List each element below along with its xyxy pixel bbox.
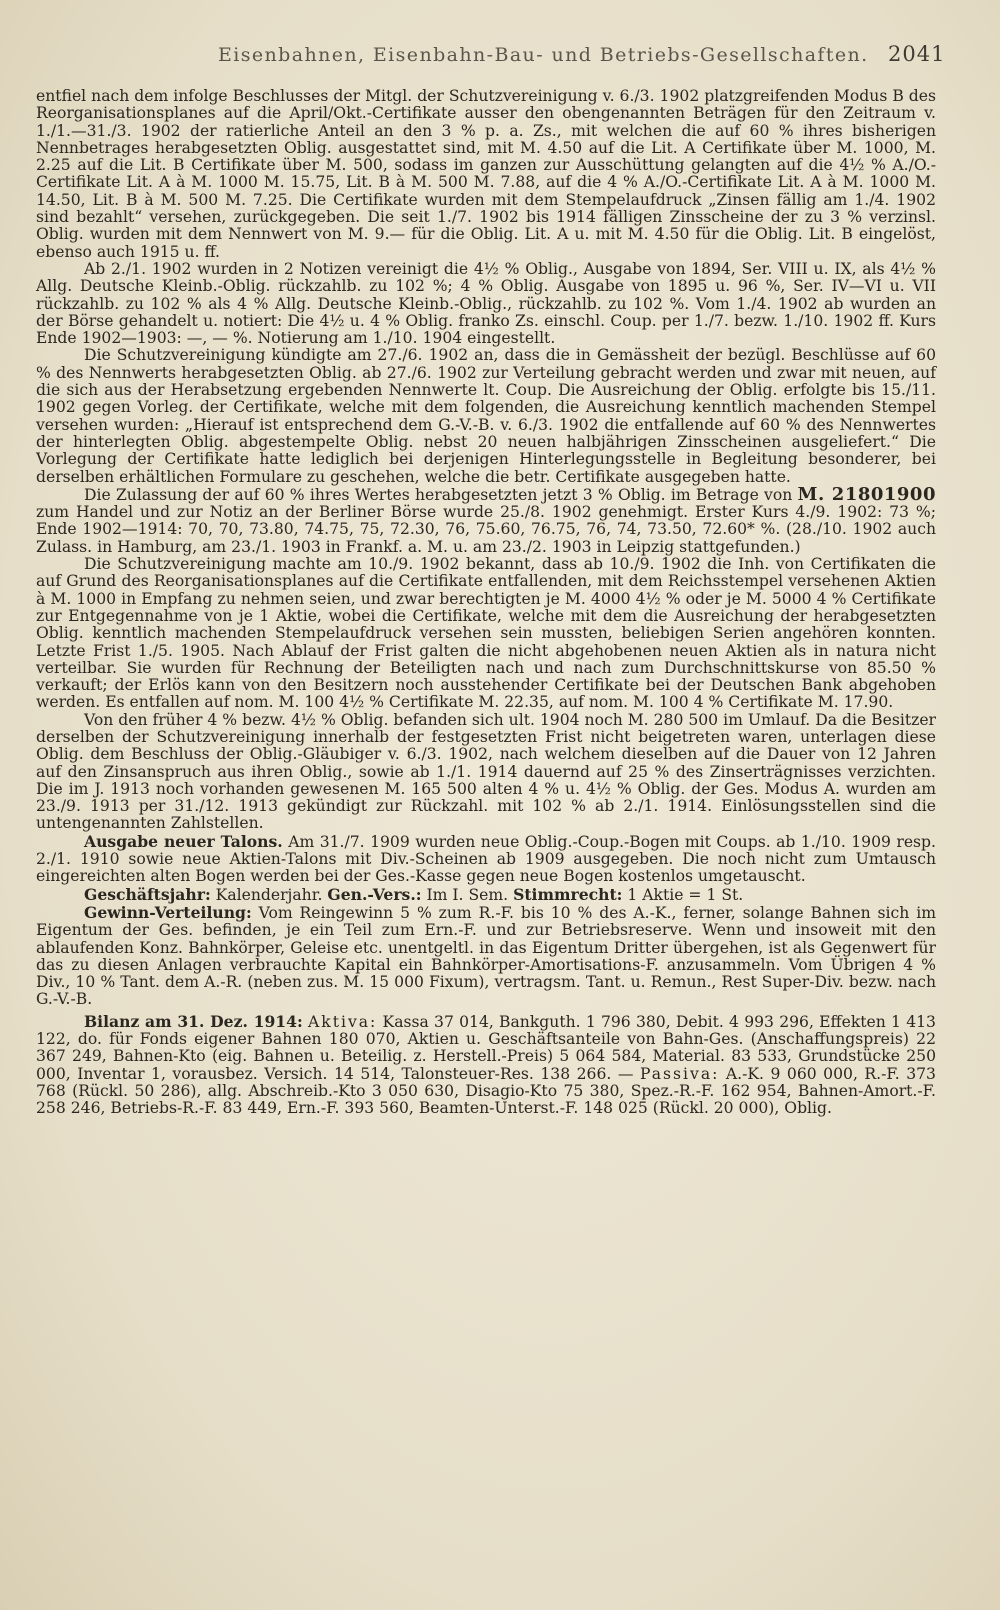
talons-label: Ausgabe neuer Talons. (84, 831, 283, 851)
zulassung-text: zum Handel und zur Notiz an der Berliner Börse wurde 25./8. 1902 genehmigt. Erster Kurs 4./9. 1902: 73 %; Ende 1902—1914: 70, 70, 73.80, 74.75, 75, 72.30, 76, 75.60, 76.75, 76, 74, 73.50, 72.60* %. (28./10. 1902 auch Zulass. in Hamburg, am 23./1. 1903 in Frankf. a. M. u. am 23./2. 1903 in Leipzig stattgefunden.) (36, 503, 936, 556)
running-head: Eisenbahnen, Eisenbahn-Bau- und Betriebs-Gesellschaften. (218, 44, 869, 66)
passiva-text: A.-K. 9 060 000, R.-F. 373 768 (Rückl. 50 286), allg. Abschreib.-Kto 3 050 630, Disagio-Kto 75 380, Spez.-R.-F. 162 954, Bahnen-Amort.-F. 258 246, Betriebs-R.-F. 83 449, Ern.-F. 393 560, Beamten-Unterst.-F. 148 025 (Rückl. 20 000), Oblig. (36, 1064, 936, 1118)
paragraph-notizen: Ab 2./1. 1902 wurden in 2 Notizen vereinigt die 4½ % Oblig., Ausgabe von 1894, Ser. VIII u. IX, als 4½ % Allg. Deutsche Kleinb.-Oblig. rückzahlb. zu 102 %; 4 % Oblig. Ausgabe von 1895 u. 96 %, Ser. IV—VI u. VII rückzahlb. zu 102 % als 4 % Allg. Deutsche Kleinb.-Oblig., rückzahlb. zu 102 %. Vom 1./4. 1902 ab wurden an der Börse gehandelt u. notiert: Die 4½ u. 4 % Oblig. franko Zs. einschl. Coup. per 1./7. bezw. 1./10. 1902 ff. Kurs Ende 1902—1903: —, — %. Notierung am 1./10. 1904 eingestellt. (36, 259, 936, 348)
amount-highlight: M. 21801900 (797, 483, 936, 505)
paragraph-bilanz (36, 1013, 936, 1118)
paragraph-certifikate: entfiel nach dem infolge Beschlusses der Mitgl. der Schutzvereinigung v. 6./3. 1902 platzgreifenden Modus B des Reorganisationsplanes auf die April/Okt.-Certifikate ausser den obengenannten Beträgen für den Zeitraum v. 1./1.—31./3. 1902 der ratierliche Anteil an den 3 % p. a. Zs., mit welchen die auf 60 % ihres bisherigen Nennbetrages herabgesetzten Oblig. ausgestattet sind, mit M. 4.50 auf die Lit. A Certifikate über M. 1000, M. 2.25 auf die Lit. B Certifikate über M. 500, sodass im ganzen zur Ausschüttung gelangten auf die 4½ % A./O.-Certifikate Lit. A à M. 1000 M. 15.75, Lit. B à M. 500 M. 7.88, auf die 4 % A./O.-Certifikate Lit. A à M. 1000 M. 14.50, Lit. B à M. 500 M. 7.25. Die Certifikate wurden mit dem Stempelaufdruck „Zinsen fällig am 1./4. 1902 sind bezahlt“ versehen, zurückgegeben. Die seit 1./7. 1902 bis 1914 fälligen Zinsscheine der zu 3 % verzinsl. Oblig. wurden mit dem Nennwert von M. 9.— für die Oblig. Lit. A u. mit M. 4.50 für die Oblig. Lit. B eingelöst, ebenso auch 1915 u. ff. (36, 87, 936, 261)
zulassung-intro: Die Zulassung der auf 60 % ihres Wertes herabgesetzten jetzt 3 % Oblig. im Betrage von (84, 485, 793, 504)
paragraph-aktien-ausgabe: Die Schutzvereinigung machte am 10./9. 1902 bekannt, dass ab 10./9. 1902 die Inh. von Certifikaten die auf Grund des Reorganisationsplanes auf die Certifikate entfallenden, mit dem Reichsstempel versehenen Aktien à M. 1000 in Empfang zu nehmen seien, und zwar berechtigten je M. 4000 4½ % oder je M. 5000 4 % Certifikate zur Entgegennahme von je 1 Aktie, wobei die Certifikate, welche mit dem die Ausreichung der herabgesetzten Oblig. kenntlich machenden Stempelaufdruck versehen sein mussten, beliebigen Serien angehören konnten. Letzte Frist 1./5. 1905. Nach Ablauf der Frist galten die nicht abgehobenen neuen Aktien als in natura nicht verteilbar. Sie wurden für Rechnung der Beteiligten nach und nach zum Durchschnittskurse von 85.50 % verkauft; der Erlös kann von den Besitzern noch ausstehender Certifikate bei der Deutschen Bank abgehoben werden. Es entfallen auf nom. M. 100 4½ % Certifikate M. 22.35, auf nom. M. 100 4 % Certifikate M. 17.90. (36, 555, 936, 712)
bilanz-label: Bilanz am 31. Dez. 1914: (84, 1011, 303, 1031)
geschaeftsjahr-text: Kalenderjahr. (215, 885, 323, 904)
gewinn-text: Vom Reingewinn 5 % zum R.-F. bis 10 % des A.-K., ferner, solange Bahnen sich im Eigentum der Ges. befinden, je ein Teil zum Ern.-F. und zur Betriebsreserve. Wenn und insoweit mit den ablaufenden Konz. Bahnkörper, Geleise etc. unentgeltl. in das Eigentum Dritter übergehen, ist als Gegenwert für das zu diesen Anlagen verbrauchte Kapital ein Bahnkörper-Amortisations-F. anzusammeln. Vom Übrigen 4 % Div., 10 % Tant. dem A.-R. (neben zus. M. 15 000 Fixum), vertragsm. Tant. u. Remun., Rest Super-Div. bezw. nach G.-V.-B. (36, 903, 936, 1009)
page-number: 2041 (888, 42, 946, 66)
genvers-text: Im I. Sem. (426, 885, 509, 904)
passiva-label: Passiva: (639, 1064, 720, 1083)
stimmrecht-label: Stimmrecht: (513, 884, 623, 904)
aktiva-label: Aktiva: (307, 1012, 378, 1031)
paragraph-umlauf: Von den früher 4 % bezw. 4½ % Oblig. befanden sich ult. 1904 noch M. 280 500 im Umlauf. Da die Besitzer derselben der Schutzvereinigung innerhalb der festgesetzten Frist nicht beigetreten waren, unterlagen diese Oblig. dem Beschluss der Oblig.-Gläubiger v. 6./3. 1902, nach welchem dieselben auf die Dauer von 12 Jahren auf den Zinsanspruch aus ihren Oblig., sowie ab 1./1. 1914 dauernd auf 25 % des Zinserträgnisses verzichten. Die im J. 1913 noch vorhanden gewesenen M. 165 500 alten 4 % u. 4½ % Oblig. der Ges. Modus A. wurden am 23./9. 1913 per 31./12. 1913 gekündigt zur Rückzahl. mit 102 % ab 2./1. 1914. Einlösungsstellen sind die untengenannten Zahlstellen. (36, 710, 936, 833)
paragraph-zulassung (36, 483, 936, 556)
stimmrecht-text: 1 Aktie = 1 St. (627, 885, 744, 904)
paragraph-geschaeftsjahr (36, 886, 936, 904)
paragraph-schutzvereinigung: Die Schutzvereinigung kündigte am 27./6. 1902 an, dass die in Gemässheit der bezügl. Beschlüsse auf 60 % des Nennwerts herabgesetzten Oblig. ab 27./6. 1902 zur Verteilung gebracht werden und zwar mit neuen, auf die sich aus der Herabsetzung ergebenden Nennwerte lt. Coup. Die Ausreichung der Oblig. erfolgte bis 15./11. 1902 gegen Vorleg. der Certifikate, welche mit dem folgenden, die Ausreichung kenntlich machenden Stempel versehen wurden: „Hierauf ist entsprechend dem G.-V.-B. v. 6./3. 1902 die entfallende auf 60 % des Nennwertes der hinterlegten Oblig. abgestempelte Oblig. nebst 20 neuen halbjährigen Zinsscheinen ausgeliefert.“ Die Vorlegung der Certifikate hatte lediglich bei derjenigen Hinterlegungsstelle in Begleitung besonderer, bei derselben erhältlichen Formulare zu geschehen, welche die betr. Certifikate ausgegeben hatte. (36, 346, 936, 486)
talons-text: Am 31./7. 1909 wurden neue Oblig.-Coup.-Bogen mit Coups. ab 1./10. 1909 resp. 2./1. 1910 sowie neue Aktien-Talons mit Div.-Scheinen ab 1909 ausgegeben. Die noch nicht zum Umtausch eingereichten alten Bogen werden bei der Ges.-Kasse gegen neue Bogen kostenlos umgetauscht. (36, 832, 936, 886)
geschaeftsjahr-label: Geschäftsjahr: (84, 884, 211, 904)
paragraph-talons (36, 833, 936, 886)
page-header (0, 38, 1000, 72)
paragraph-gewinn (36, 904, 936, 1009)
article-body (36, 88, 936, 1118)
gewinn-label: Gewinn-Verteilung: (84, 902, 252, 922)
aktiva-text: Kassa 37 014, Bankguth. 1 796 380, Debit. 4 993 296, Effekten 1 413 122, do. für Fonds eigener Bahnen 180 070, Aktien u. Geschäftsanteile von Bahn-Ges. (Anschaffungspreis) 22 367 249, Bahnen-Kto (eig. Bahnen u. Beteilig. z. Herstell.-Preis) 5 064 584, Material. 83 533, Grundstücke 250 000, Inventar 1, vorausbez. Versich. 14 514, Talonsteuer-Res. 138 266. — (36, 1012, 936, 1083)
genvers-label: Gen.-Vers.: (327, 884, 422, 904)
